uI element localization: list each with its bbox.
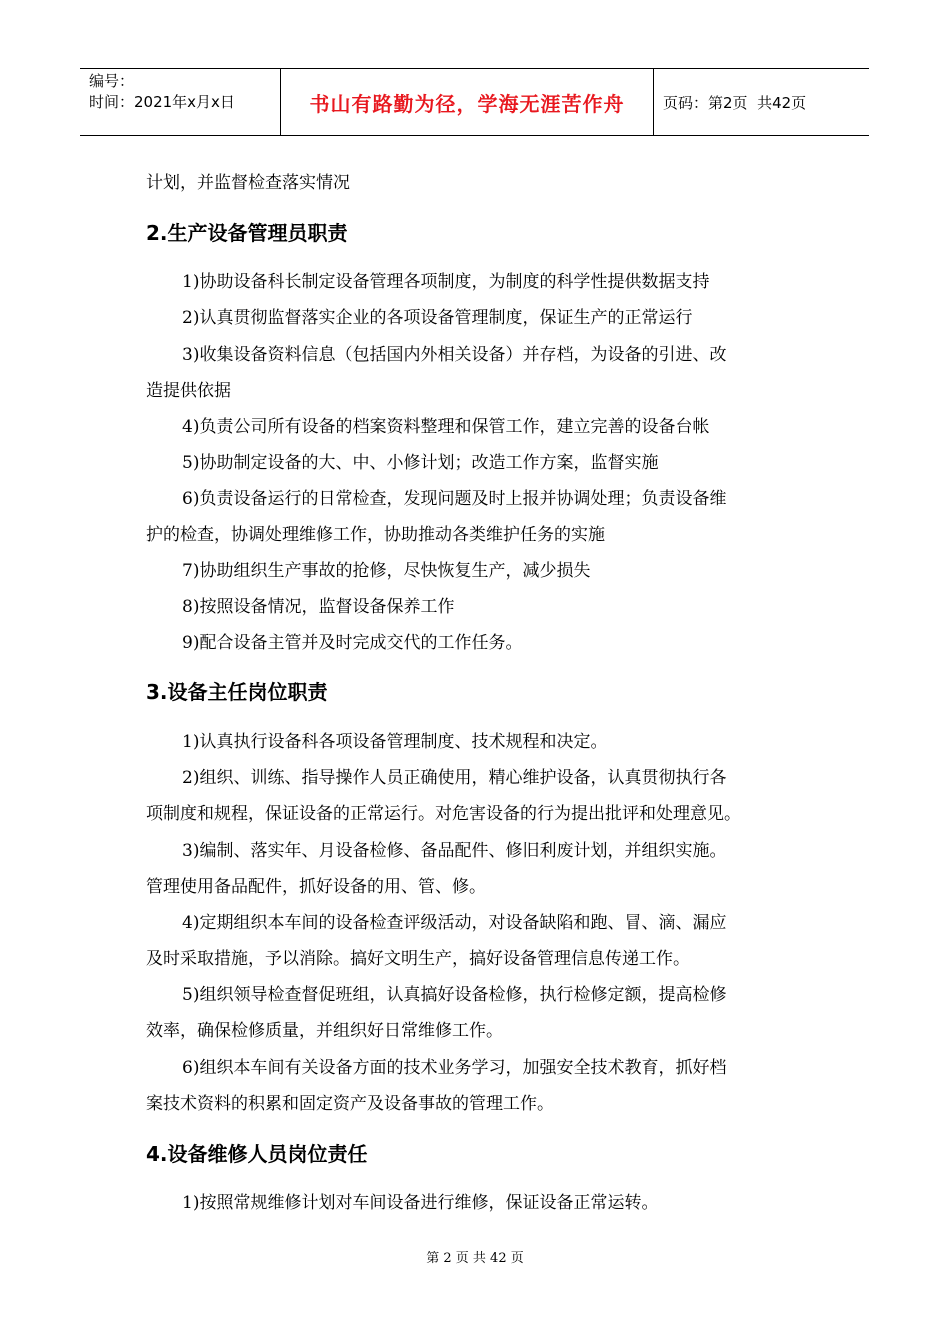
- section-2-line: 2)认真贯彻监督落实企业的各项设备管理制度，保证生产的正常运行: [182, 308, 693, 328]
- section-3-line: 案技术资料的积累和固定资产及设备事故的管理工作。: [146, 1094, 554, 1114]
- section-2-line: 1)协助设备科长制定设备管理各项制度，为制度的科学性提供数据支持: [182, 272, 710, 292]
- section-3-line: 5)组织领导检查督促班组，认真搞好设备检修，执行检修定额，提高检修: [182, 985, 727, 1005]
- header-meta: [80, 69, 281, 135]
- section-3-line: 管理使用备品配件，抓好设备的用、管、修。: [146, 877, 486, 897]
- section-2-line: 7)协助组织生产事故的抢修，尽快恢复生产，减少损失: [182, 561, 591, 581]
- section-4-line: 1)按照常规维修计划对车间设备进行维修，保证设备正常运转。: [182, 1193, 659, 1213]
- header-page-info: 页码：第2页 共42页: [663, 93, 807, 112]
- section-2-line: 4)负责公司所有设备的档案资料整理和保管工作，建立完善的设备台帐: [182, 417, 710, 437]
- section-2-line: 8)按照设备情况，监督设备保养工作: [182, 597, 455, 617]
- page-footer: 第 2 页 共 42 页: [426, 1251, 524, 1266]
- section-3-line: 2)组织、训练、指导操作人员正确使用，精心维护设备，认真贯彻执行各: [182, 768, 727, 788]
- section-3-line: 4)定期组织本车间的设备检查评级活动，对设备缺陷和跑、冒、滴、漏应: [182, 913, 727, 933]
- section-3-line: 6)组织本车间有关设备方面的技术业务学习，加强安全技术教育，抓好档: [182, 1058, 727, 1078]
- page-header: [80, 68, 869, 136]
- section-3-line: 1)认真执行设备科各项设备管理制度、技术规程和决定。: [182, 732, 608, 752]
- continuation-line: 计划，并监督检查落实情况: [146, 173, 350, 193]
- section-3-line: 3)编制、落实年、月设备检修、备品配件、修旧利废计划，并组织实施。: [182, 841, 727, 861]
- section-3-line: 及时采取措施，予以消除。搞好文明生产，搞好设备管理信息传递工作。: [146, 949, 690, 969]
- code-label: 编号：: [89, 72, 135, 90]
- section-2-line: 5)协助制定设备的大、中、小修计划；改造工作方案，监督实施: [182, 453, 659, 473]
- section-2-line: 造提供依据: [146, 381, 231, 401]
- section-3-line: 效率，确保检修质量，并组织好日常维修工作。: [146, 1021, 503, 1041]
- header-motto: 书山有路勤为径，学海无涯苦作舟: [281, 69, 654, 135]
- section-3-title: 3.设备主任岗位职责: [146, 680, 328, 704]
- section-2-line: 9)配合设备主管并及时完成交代的工作任务。: [182, 633, 523, 653]
- section-2-line: 6)负责设备运行的日常检查，发现问题及时上报并协调处理；负责设备维: [182, 489, 727, 509]
- section-2-line: 护的检查，协调处理维修工作，协助推动各类维护任务的实施: [146, 525, 605, 545]
- section-3-line: 项制度和规程，保证设备的正常运行。对危害设备的行为提出批评和处理意见。: [146, 804, 741, 824]
- section-2-title: 2.生产设备管理员职责: [146, 221, 348, 245]
- section-2-line: 3)收集设备资料信息（包括国内外相关设备）并存档，为设备的引进、改: [182, 345, 727, 365]
- time-label: 时间：2021年x月x日: [89, 93, 235, 111]
- section-4-title: 4.设备维修人员岗位责任: [146, 1142, 368, 1166]
